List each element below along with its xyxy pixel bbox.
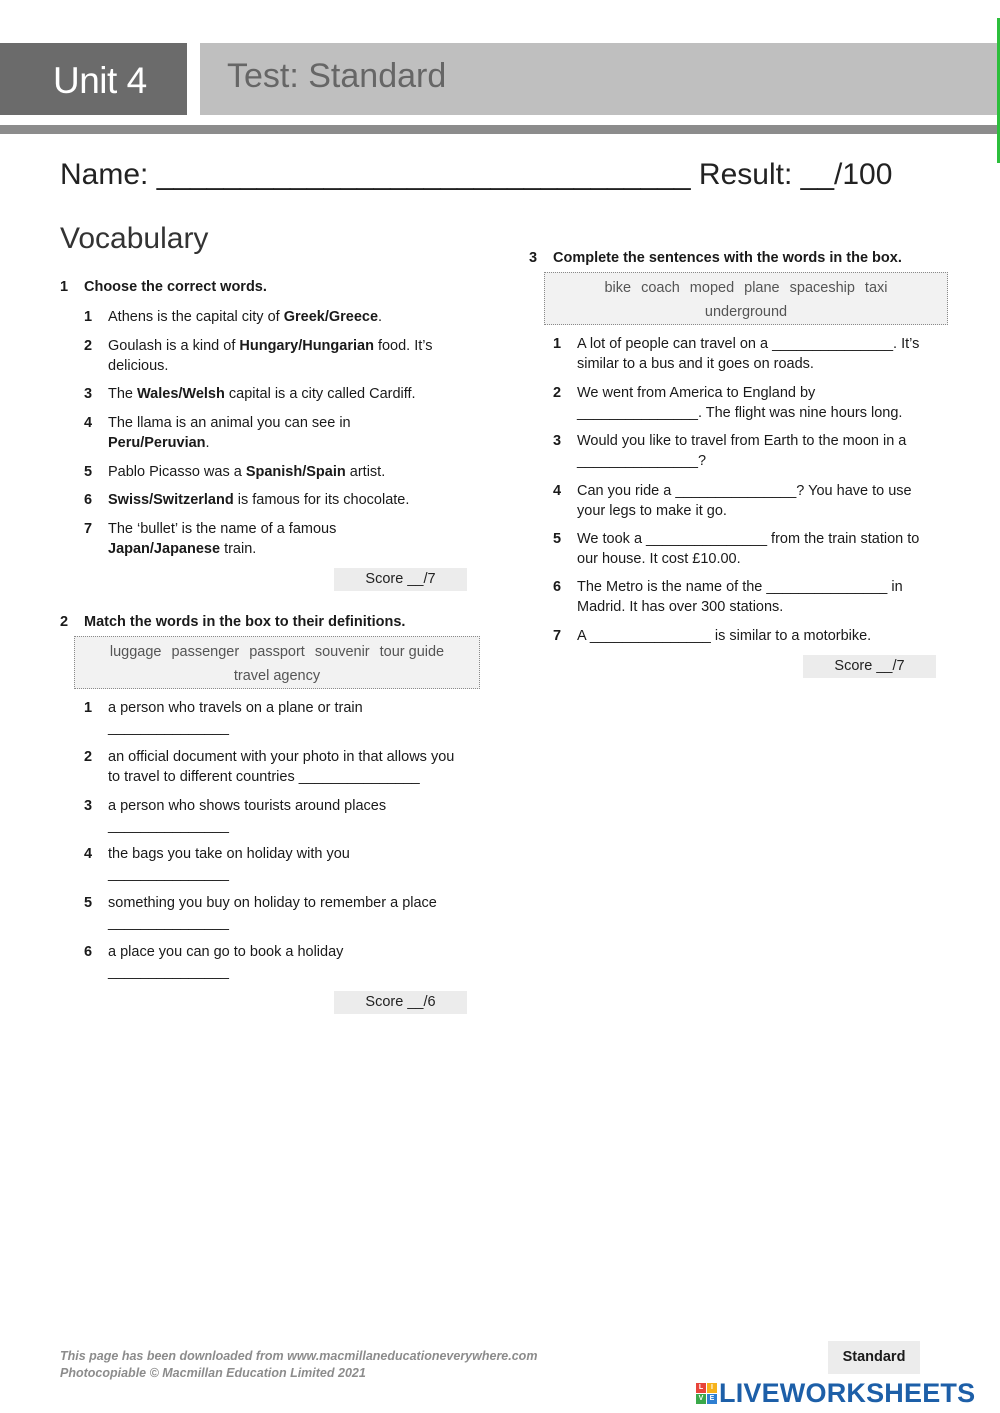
- exercise-number: 3: [529, 250, 538, 266]
- exercise-instruction: Complete the sentences with the words in the box.: [553, 250, 902, 266]
- item-text: Swiss/Switzerland is famous for its chocolate.: [108, 492, 410, 508]
- item-text: We went from America to England by _______________. The flight was nine hours long.: [577, 385, 903, 421]
- choice-words[interactable]: Peru/Peruvian: [108, 435, 206, 451]
- ex1-item: [84, 519, 484, 559]
- footer-download-line: This page has been downloaded from www.macmillaneducationeverywhere.com: [60, 1349, 538, 1363]
- item-text: Pablo Picasso was a Spanish/Spain artist.: [108, 464, 386, 480]
- ex2-item: [84, 942, 484, 982]
- footer-copyright-line: Photocopiable © Macmillan Education Limited 2021: [60, 1366, 366, 1380]
- item-number: 1: [84, 309, 93, 325]
- ex1-item: [84, 413, 484, 453]
- ex1-score-box: Score __/7: [334, 568, 467, 591]
- ex3-item: [553, 431, 953, 471]
- item-number: 2: [84, 749, 93, 765]
- ex2-word-box: [74, 636, 480, 689]
- ex2-item: [84, 698, 484, 738]
- ex3-item: [553, 626, 953, 646]
- unit-label: Unit 4: [53, 60, 147, 101]
- choice-words[interactable]: Spanish/Spain: [245, 464, 346, 480]
- item-number: 6: [84, 944, 93, 960]
- item-text: The ‘bullet’ is the name of a famous Japan/Japanese train.: [108, 521, 337, 557]
- ex3-score-box: Score __/7: [803, 655, 936, 678]
- exercise-2-heading: [60, 614, 405, 630]
- item-text: Would you like to travel from Earth to the moon in a _______________?: [577, 433, 907, 469]
- item-number: 7: [84, 521, 93, 537]
- test-title-box: [200, 43, 1000, 115]
- choice-words[interactable]: Swiss/Switzerland: [108, 492, 234, 508]
- item-number: 5: [84, 895, 93, 911]
- item-number: 3: [84, 386, 93, 402]
- item-text: The Wales/Welsh capital is a city called Cardiff.: [108, 386, 416, 402]
- exercise-instruction: Match the words in the box to their definitions.: [84, 614, 406, 630]
- answer-blank[interactable]: _______________: [108, 818, 229, 834]
- name-result-line: Name: ________________________________ Result: __/100: [60, 158, 893, 191]
- item-text: Goulash is a kind of Hungary/Hungarian food. It’s delicious.: [108, 338, 433, 374]
- choice-words[interactable]: Wales/Welsh: [137, 386, 225, 402]
- word-box-item: plane: [744, 280, 780, 296]
- test-title: Test: Standard: [227, 57, 447, 95]
- footer-note: [60, 1348, 537, 1382]
- item-number: 5: [553, 531, 562, 547]
- item-number: 1: [84, 700, 93, 716]
- ex3-word-box: [544, 272, 948, 325]
- exercise-3-heading: [529, 250, 902, 266]
- ex2-item: [84, 747, 484, 787]
- item-text: Can you ride a _______________? You have to use your legs to make it go.: [577, 483, 912, 519]
- ex3-item: [553, 383, 953, 423]
- answer-blank[interactable]: _______________: [108, 720, 229, 736]
- item-number: 6: [84, 492, 93, 508]
- item-text: a person who shows tourists around places _______________: [108, 798, 387, 834]
- answer-blank[interactable]: _______________: [108, 915, 229, 931]
- word-box-item: tour guide: [379, 644, 445, 660]
- item-text: The llama is an animal you can see in Peru/Peruvian.: [108, 415, 351, 451]
- item-number: 4: [84, 846, 93, 862]
- ex1-item: [84, 336, 484, 376]
- word-box-item: souvenir: [314, 644, 370, 660]
- item-text: something you buy on holiday to remember a place _______________: [108, 895, 437, 931]
- choice-words[interactable]: Japan/Japanese: [108, 541, 221, 557]
- ex3-item: [553, 529, 953, 569]
- item-number: 3: [84, 798, 93, 814]
- item-text: a person who travels on a plane or train _______________: [108, 700, 363, 736]
- word-box-item: underground: [704, 304, 788, 320]
- liveworksheets-logo-icon: L I V E: [696, 1383, 717, 1404]
- item-number: 6: [553, 579, 562, 595]
- item-number: 2: [553, 385, 562, 401]
- item-text: the bags you take on holiday with you _______________: [108, 846, 350, 882]
- liveworksheets-logo[interactable]: [696, 1378, 975, 1408]
- word-box-item: coach: [641, 280, 680, 296]
- word-box-item: luggage: [109, 644, 162, 660]
- ex2-item: [84, 893, 484, 933]
- item-number: 1: [553, 336, 562, 352]
- item-text: We took a _______________ from the train station to our house. It cost £10.00.: [577, 531, 920, 567]
- unit-label-box: [0, 43, 187, 115]
- word-box-item: bike: [604, 280, 632, 296]
- exercise-number: 1: [60, 279, 69, 295]
- ex2-score-box: Score __/6: [334, 991, 467, 1014]
- item-number: 2: [84, 338, 93, 354]
- ex3-item: [553, 334, 953, 374]
- item-text: an official document with your photo in that allows you to travel to different countries _______________: [108, 749, 455, 785]
- ex2-item: [84, 844, 484, 884]
- item-number: 4: [553, 483, 562, 499]
- item-number: 5: [84, 464, 93, 480]
- word-box-item: moped: [689, 280, 735, 296]
- item-number: 4: [84, 415, 93, 431]
- section-title: Vocabulary: [60, 222, 209, 255]
- word-box-item: passport: [249, 644, 305, 660]
- ex3-item: [553, 481, 953, 521]
- ex3-item: [553, 577, 953, 617]
- item-text: a place you can go to book a holiday _______________: [108, 944, 344, 980]
- item-number: 7: [553, 628, 562, 644]
- exercise-number: 2: [60, 614, 69, 630]
- level-badge: Standard: [828, 1341, 920, 1374]
- item-text: Athens is the capital city of Greek/Greece.: [108, 309, 383, 325]
- word-box-item: passenger: [171, 644, 240, 660]
- choice-words[interactable]: Greek/Greece: [283, 309, 379, 325]
- choice-words[interactable]: Hungary/Hungarian: [239, 338, 374, 354]
- item-text: A lot of people can travel on a _______________. It’s similar to a bus and it goes on roads.: [577, 336, 920, 372]
- answer-blank[interactable]: _______________: [108, 866, 229, 882]
- header-divider: [0, 125, 1000, 134]
- word-box-item: taxi: [864, 280, 888, 296]
- item-text: The Metro is the name of the _______________ in Madrid. It has over 300 stations.: [577, 579, 903, 615]
- word-box-item: spaceship: [789, 280, 855, 296]
- ex2-item: [84, 796, 484, 836]
- answer-blank[interactable]: to travel to different countries _______________: [108, 769, 420, 785]
- liveworksheets-wordmark: LIVEWORKSHEETS: [719, 1377, 976, 1408]
- item-text: A _______________ is similar to a motorbike.: [577, 628, 872, 644]
- exercise-1-heading: [60, 279, 267, 295]
- word-box-item: travel agency: [233, 668, 321, 684]
- answer-blank[interactable]: _______________: [108, 964, 229, 980]
- item-number: 3: [553, 433, 562, 449]
- exercise-instruction: Choose the correct words.: [84, 279, 267, 295]
